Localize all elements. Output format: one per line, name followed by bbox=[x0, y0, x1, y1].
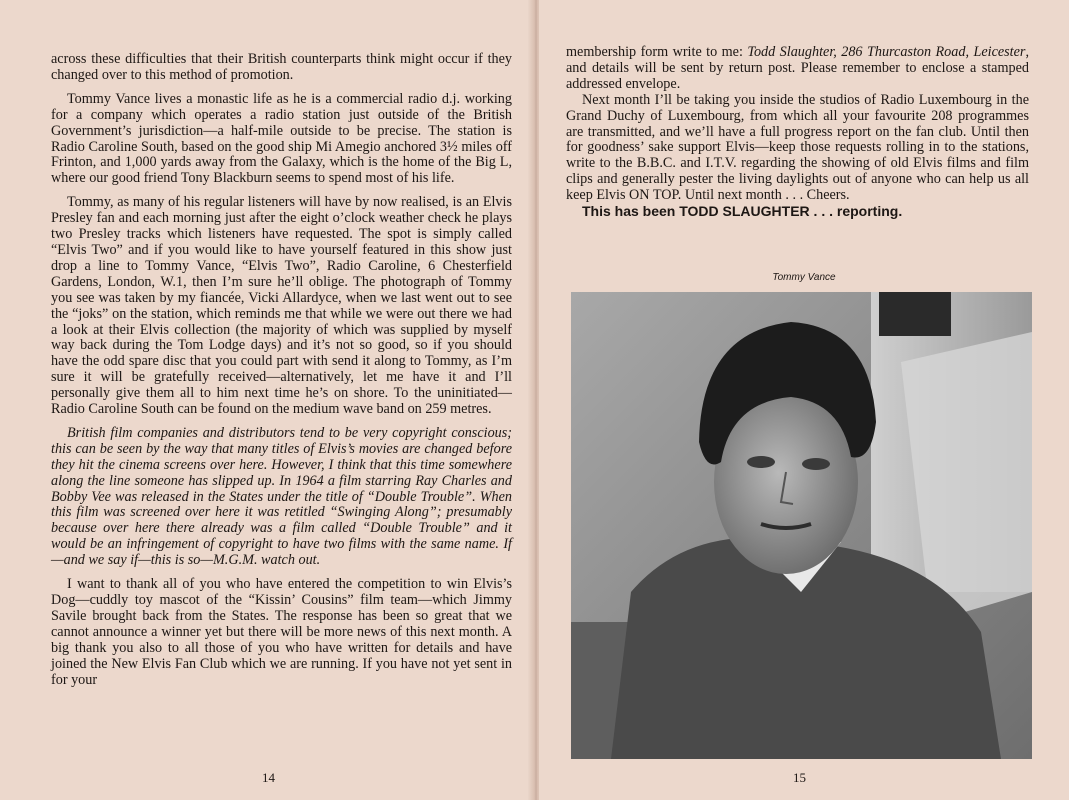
paragraph-copyright-note: British film companies and distributors tend to be very copyright conscious; this can be seen by the way that many titles of Elvis’s movies are changed before they hit the cinema screens over here. However, I think that this time somewhere along the line someone has slipped up. In 1964 a film starring Ray Charles and Bobby Vee was released in the States under the title of “Double Trouble”. When this film was screened over here it was retitled “Swinging Along”; presumably because over here there already was a film called “Double Trouble” and it would be an infringement of copyright to have two films with the same name. If—and we say if—this is so—M.G.M. watch out. bbox=[51, 424, 512, 569]
photo-illustration bbox=[571, 292, 1032, 759]
paragraph-membership bbox=[566, 45, 1029, 93]
right-page bbox=[539, 0, 1069, 800]
membership-text: membership form write to me: bbox=[566, 44, 748, 60]
photo-caption: Tommy Vance bbox=[772, 272, 836, 283]
paragraph-continued: across these difficulties that their British counterparts think might occur if they changed over to this method of promotion. bbox=[51, 51, 512, 83]
paragraph-next-month: Next month I’ll be taking you inside the studios of Radio Luxembourg in the Grand Duchy of Luxembourg, from which all your favourite 208 programmes are transmitted, and we’ll have a full progress report on the fan club. Until then for goodness’ sake support Elvis—keep those requests rolling in to the stations, write to the B.B.C. and I.T.V. regarding the showing of old Elvis films and film clips and generally pester the living daylights out of anyone who can help us all keep Elvis ON TOP. Until next month . . . Cheers. bbox=[566, 91, 1029, 204]
membership-rest-text: , and details will be sent by return post. Please remember to enclose a stamped addressed envelope. bbox=[566, 44, 1029, 92]
right-text-column bbox=[566, 45, 1029, 228]
tommy-vance-photo bbox=[571, 292, 1032, 759]
paragraph-elvis-two: Tommy, as many of his regular listeners will have by now realised, is an Elvis Presley fan and each morning just after the eight o’clock weather check he plays two Presley tracks which listeners have requested. The spot is simply called “Elvis Two” and if you would like to have yourself featured in this show just drop a line to Tommy Vance, “Elvis Two”, Radio Caroline, 6 Chesterfield Gardens, London, W.1, then I’m sure he’ll oblige. The photograph of Tommy you see was taken by my fiancée, Vicki Allardyce, when we last went out to see the “joks” on the station, which reminds me that while we were out there we had a look at their Elvis collection (the majority of which was supplied by myself way back during the Tom Lodge days) and it’s not so good, so if you should have the odd spare disc that you could part with send it along to Tommy, as I’m sure it will be gratefully received—alternatively, let me have it and I’ll personally give them all to him next time he’s on shore. To the uninitiated—Radio Caroline South can be found on the medium wave band on 259 metres. bbox=[51, 194, 512, 418]
signoff-line: This has been TODD SLAUGHTER . . . reporting. bbox=[582, 203, 903, 220]
address-text: Todd Slaughter, 286 Thurcaston Road, Leicester bbox=[747, 44, 1026, 60]
left-page bbox=[0, 0, 533, 800]
paragraph-tommy-vance: Tommy Vance lives a monastic life as he is a commercial radio d.j. working for a company which operates a radio station just outside of the British Government’s jurisdiction—a half-mile outside to be precise. The station is Radio Caroline South, based on the good ship Mi Amegio anchored 3½ miles off Frinton, and 1,000 yards away from the Galaxy, which is the home of the Big L, where our good friend Tony Blackburn seems to spend most of his life. bbox=[51, 90, 512, 187]
left-text-column bbox=[51, 52, 512, 688]
page-number-left: 14 bbox=[262, 770, 275, 785]
page-number-right: 15 bbox=[793, 770, 806, 785]
paragraph-competition: I want to thank all of you who have entered the competition to win Elvis’s Dog—cuddly toy mascot of the “Kissin’ Cousins” film team—which Jimmy Savile brought back from the States. The response has been so great that we cannot announce a winner yet but there will be more news of this next month. A big thank you also to all those of you who have written for details and have joined the New Elvis Fan Club which we are running. If you have not yet sent in for your bbox=[51, 576, 512, 688]
